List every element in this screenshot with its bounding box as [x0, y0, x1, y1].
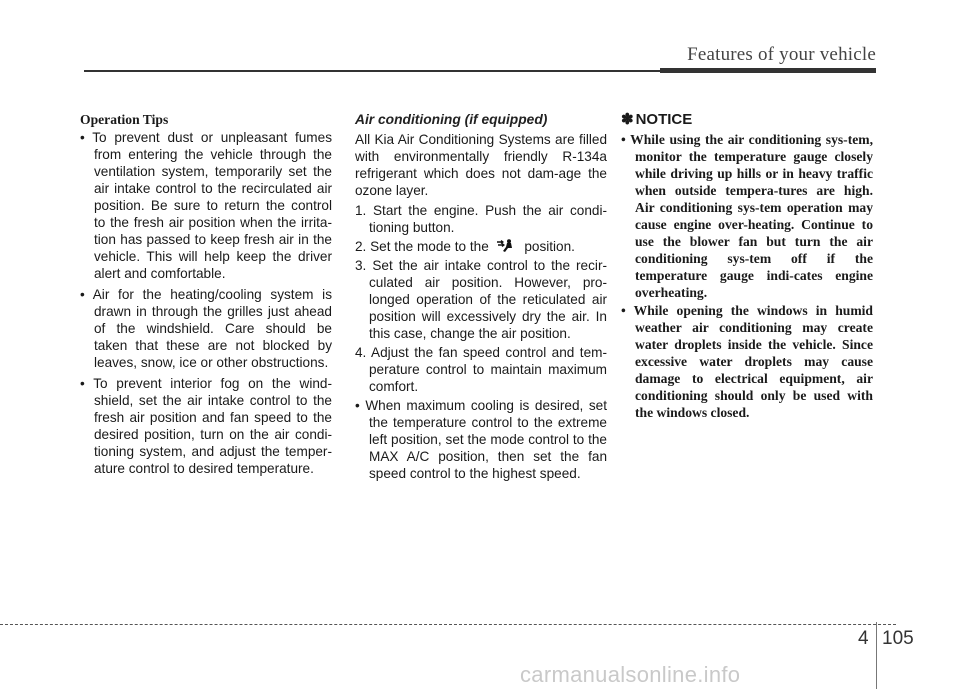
air-conditioning-column — [355, 111, 607, 484]
ac-step-1: 1. Start the engine. Push the air condi-tioning button. — [355, 203, 607, 235]
chapter-number: 4 — [858, 628, 869, 649]
notice-heading: ✽ NOTICE — [621, 111, 693, 128]
page-header-title: Features of your vehicle — [687, 44, 876, 65]
page-number: 105 — [882, 628, 914, 649]
tip-bullet-3: • To prevent interior fog on the wind-shield, set the air intake control to the fresh air position and fan speed to the desired position, turn on the air condi-tioning system, and adjust the temper-ature control to desired temperature. — [80, 376, 333, 476]
operation-tips-heading: Operation Tips — [80, 112, 169, 127]
ac-intro-paragraph: All Kia Air Conditioning Systems are filled with environmentally friendly R-134a refrigerant which does not dam-age the ozone layer. — [355, 132, 607, 198]
tip-bullet-2: • Air for the heating/cooling system is drawn in through the grilles just ahead of the windshield. Care should be taken that these are not blocked by leaves, snow, ice or other obstructions. — [80, 287, 332, 370]
header-rule-accent — [660, 68, 876, 73]
notice-bullet-2: • While opening the windows in humid weather air conditioning may create water droplets inside the vehicle. Since excessive water droplets may cause damage to electrical equipment, air conditioning should only be used with the windows closed. — [621, 303, 873, 420]
footer-divider — [876, 622, 877, 689]
watermark: carmanualsonline.info — [520, 662, 741, 687]
ac-step-2: 2. Set the mode to the position. — [355, 239, 575, 254]
tip-bullet-1: • To prevent dust or unpleasant fumes from entering the vehicle through the ventilation system, temporarily set the air intake control to the recirculated air position. Be sure to return the control to the fresh air position when the irrita-tion has passed to keep fresh air in the vehicle. This will help keep the driver alert and comfortable. — [80, 130, 332, 281]
face-vent-mode-icon — [496, 239, 518, 253]
ac-step-3: 3. Set the air intake control to the recir-culated air position. However, pro-longed operation of the reticulated air position will excessively dry the air. In this case, change the air position. — [355, 258, 607, 341]
operation-tips-column — [80, 111, 332, 479]
ac-max-cooling-bullet: • When maximum cooling is desired, set the temperature control to the extreme left position, set the mode control to the MAX A/C position, then set the fan speed control to the highest speed. — [355, 398, 607, 481]
notice-star-icon: ✽ — [621, 111, 634, 128]
footer-rule — [0, 624, 896, 625]
notice-column — [621, 111, 873, 422]
ac-step-4: 4. Adjust the fan speed control and tem-perature control to maintain maximum comfort. — [355, 345, 607, 394]
air-conditioning-heading: Air conditioning (if equipped) — [355, 112, 548, 127]
notice-bullet-1: • While using the air conditioning sys-tem, monitor the temperature gauge closely while driving up hills or in heavy traffic when outside tempera-tures are high. Air conditioning sys-tem operation may cause engine over-heating. Continue to use the blower fan but turn the air conditioning sys-tem off if the temperature gauge indi-cates engine overheating. — [621, 132, 873, 300]
